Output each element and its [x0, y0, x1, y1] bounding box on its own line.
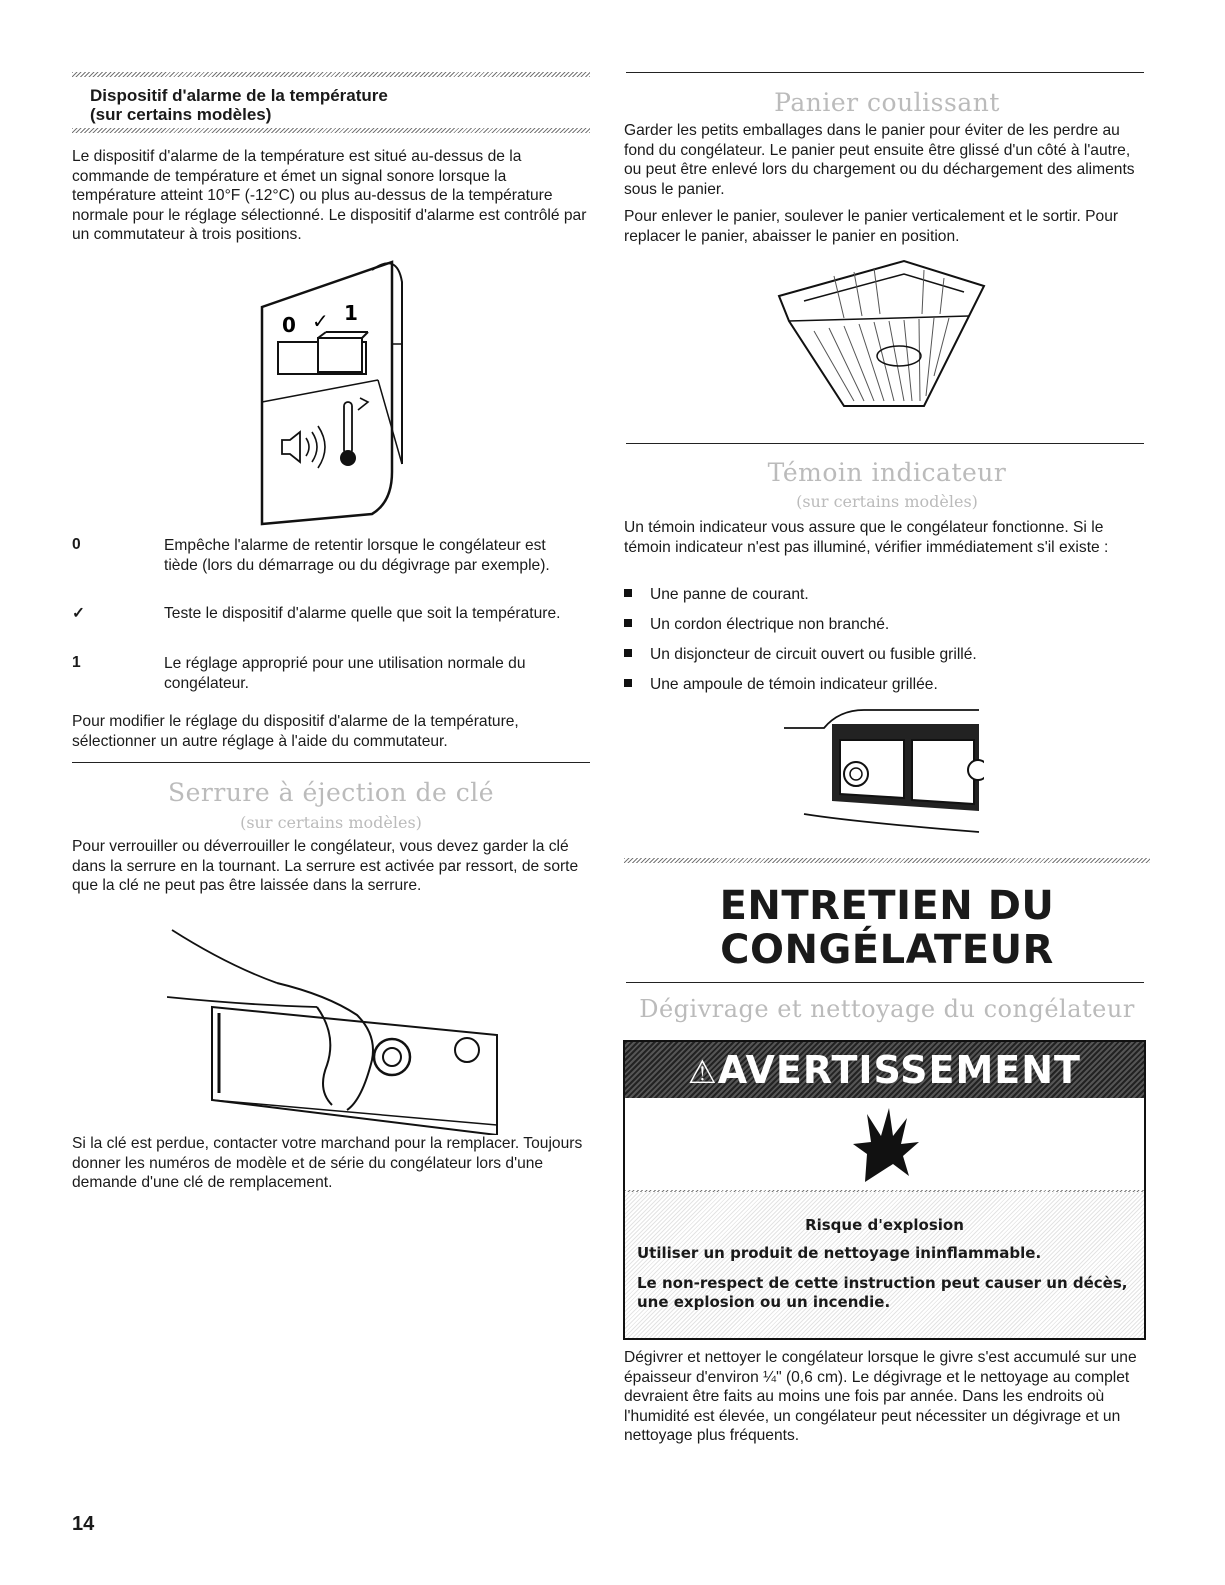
- bullet-icon: [624, 589, 632, 597]
- explosion-icon: [845, 1104, 925, 1184]
- list-item: Une panne de courant.: [624, 586, 809, 604]
- option-key: 1: [72, 654, 81, 671]
- switch-label-test: ✓: [312, 309, 329, 333]
- hatched-divider: [624, 858, 1150, 863]
- option-text: Teste le dispositif d'alarme quelle que soit la température.: [164, 605, 561, 622]
- section-divider: [626, 72, 1144, 73]
- bullet-icon: [624, 679, 632, 687]
- lock-subtitle: (sur certains modèles): [240, 813, 422, 832]
- alarm-footer: Pour modifier le réglage du dispositif d'alarme de la température, sélectionner un autre réglage à l'aide du commutateur.: [72, 713, 519, 750]
- lock-footer: Si la clé est perdue, contacter votre marchand pour la remplacer. Toujours donner les numéros de modèle et de série du congélateur lors d'une demande d'une clé de remplacement.: [72, 1135, 583, 1191]
- option-key: ✓: [72, 605, 86, 622]
- indicator-title: Témoin indicateur: [767, 458, 1007, 487]
- basket-paragraph: Garder les petits emballages dans le panier pour éviter de les perdre au fond du congélateur. Le panier peut ensuite être glissé d'un côté à l'autre, ou peut être enlevé lors du chargement ou du déchargement des aliments sous le panier.: [624, 122, 1135, 198]
- defrost-paragraph: Dégivrer et nettoyer le congélateur lorsque le givre s'est accumulé sur une épaisseur d'environ ¼" (0,6 cm). Le dégivrage et le nettoyage au complet devraient être faits au moins une fois par année. Dans les endroits où l'humidité est élevée, un congélateur peut nécessiter un dégivrage et un nettoyage plus fréquents.: [624, 1349, 1137, 1444]
- warning-triangle-icon: ⚠: [688, 1053, 718, 1091]
- hatched-divider: [72, 128, 590, 133]
- indicator-subtitle: (sur certains modèles): [796, 492, 978, 511]
- indicator-knob-icon: [844, 762, 868, 786]
- list-item: Une ampoule de témoin indicateur grillée.: [624, 676, 938, 694]
- indicator-bullet-list: [624, 586, 1150, 706]
- defrost-title: Dégivrage et nettoyage du congélateur: [639, 995, 1135, 1023]
- option-text: Empêche l'alarme de retentir lorsque le congélateur est tiède (lors du démarrage ou du dégivrage par exemple).: [164, 537, 550, 574]
- option-key: 0: [72, 536, 81, 553]
- warning-header: [625, 1042, 1144, 1098]
- basket-paragraph-2: Pour enlever le panier, soulever le panier verticalement et le sortir. Pour replacer le panier, abaisser le panier en position.: [624, 208, 1119, 245]
- thermometer-icon: [344, 402, 352, 454]
- warning-line-2: Le non-respect de cette instruction peut causer un décès, une explosion ou un incendie.: [637, 1274, 1128, 1311]
- lock-cylinder-icon: [374, 1039, 410, 1075]
- list-item: Un disjoncteur de circuit ouvert ou fusible grillé.: [624, 646, 977, 664]
- warning-line-1: Utiliser un produit de nettoyage ininflammable.: [637, 1244, 1042, 1262]
- section-divider: [626, 982, 1144, 983]
- warning-content: [625, 1192, 1144, 1338]
- hatched-divider: [72, 72, 590, 77]
- basket-title: Panier coulissant: [774, 88, 1000, 117]
- indicator-light-illustration: [784, 706, 984, 841]
- section-divider: [626, 443, 1144, 444]
- basket-illustration: [774, 256, 994, 416]
- warning-box: [623, 1040, 1146, 1340]
- alarm-title-sub: (sur certains modèles): [90, 105, 272, 124]
- maintenance-title: [624, 884, 1150, 972]
- lock-title: Serrure à éjection de clé: [168, 778, 494, 807]
- alarm-title: Dispositif d'alarme de la température: [90, 86, 388, 105]
- switch-options-list: [72, 536, 590, 696]
- indicator-paragraph: Un témoin indicateur vous assure que le congélateur fonctionne. Si le témoin indicateur n'est pas illuminé, vérifier immédiatement s'il existe :: [624, 519, 1109, 556]
- lock-paragraph: Pour verrouiller ou déverrouiller le congélateur, vous devez garder la clé dans la serrure en la tournant. La serrure est activée par ressort, de sorte que la clé ne peut pas être laissée dans la serrure.: [72, 838, 579, 894]
- maintenance-title-line2: CONGÉLATEUR: [720, 927, 1054, 973]
- switch-label-off: 0: [282, 313, 296, 337]
- alarm-switch-illustration: [252, 252, 482, 527]
- bullet-icon: [624, 619, 632, 627]
- key-lock-illustration: [167, 925, 507, 1135]
- warning-risk: Risque d'explosion: [805, 1216, 964, 1234]
- section-divider: [72, 762, 590, 763]
- maintenance-title-line1: ENTRETIEN DU: [719, 883, 1055, 929]
- alarm-paragraph: Le dispositif d'alarme de la température est situé au-dessus de la commande de température et émet un signal sonore lorsque la température atteint 10°F (-12°C) ou plus au-dessus de la température normale pour le réglage sélectionné. Le dispositif d'alarme est contrôlé par un commutateur à trois positions.: [72, 148, 587, 243]
- list-item: Un cordon électrique non branché.: [624, 616, 889, 634]
- alarm-heading: [90, 86, 388, 124]
- switch-label-on: 1: [344, 301, 358, 325]
- bullet-icon: [624, 649, 632, 657]
- option-text: Le réglage approprié pour une utilisation normale du congélateur.: [164, 655, 526, 692]
- warning-header-label: ⚠AVERTISSEMENT: [688, 1048, 1081, 1092]
- page-number: 14: [72, 1513, 95, 1535]
